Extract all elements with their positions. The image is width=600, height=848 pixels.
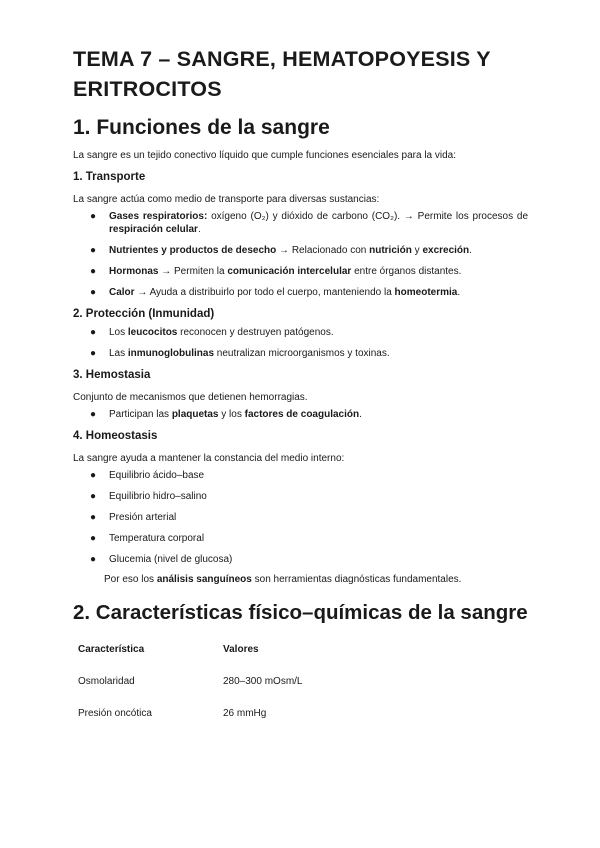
list-item [73, 347, 528, 360]
item-text: neutralizan microorganismos y toxinas. [214, 348, 390, 359]
homeostasis-closing [73, 573, 528, 586]
bold-term: plaquetas [171, 409, 219, 420]
item-text: reconocen y destruyen patógenos. [177, 327, 334, 338]
bold-term: análisis sanguíneos [156, 574, 252, 585]
list-item [73, 532, 528, 545]
table-header-cell: Valores [223, 643, 259, 655]
item-text: Glucemia (nivel de glucosa) [109, 554, 233, 565]
item-text: y los [218, 409, 245, 420]
section-heading-funciones: 1. Funciones de la sangre [73, 116, 330, 139]
hemostasia-list [73, 408, 528, 421]
table-row [73, 674, 303, 688]
item-text: → Ayuda a distribuirlo por todo el cuerpo, manteniendo la [134, 287, 395, 298]
bullet-icon: ● [90, 348, 97, 359]
bullet-icon: ● [90, 470, 97, 481]
list-item [73, 265, 528, 278]
list-item [73, 511, 528, 524]
bold-term: respiración celular [109, 224, 198, 235]
table-header-row [73, 642, 303, 656]
item-text: . [457, 287, 461, 298]
table-cell: 280–300 mOsm/L [223, 675, 303, 687]
proteccion-list [73, 326, 528, 360]
transporte-list [73, 210, 528, 299]
list-item [73, 490, 528, 503]
item-text: Los [109, 327, 128, 338]
item-text: Temperatura corporal [109, 533, 205, 544]
bullet-icon: ● [90, 491, 97, 502]
item-text: entre órganos distantes. [351, 266, 462, 277]
transporte-intro: La sangre actúa como medio de transporte para diversas sustancias: [73, 194, 380, 205]
list-item [73, 286, 528, 299]
subheading-proteccion: 2. Protección (Inmunidad) [73, 308, 215, 320]
bold-term: Hormonas [109, 266, 159, 277]
item-text: Las [109, 348, 128, 359]
bullet-icon: ● [90, 266, 97, 277]
homeostasis-list [73, 469, 528, 566]
item-text: son herramientas diagnósticas fundamentales. [251, 574, 462, 585]
list-item [73, 408, 528, 421]
list-item [73, 553, 528, 566]
bullet-icon: ● [90, 287, 97, 298]
bullet-icon: ● [90, 327, 97, 338]
subheading-hemostasia: 3. Hemostasia [73, 369, 151, 381]
bold-term: leucocitos [127, 327, 178, 338]
bullet-icon: ● [90, 409, 97, 420]
table-row [73, 706, 303, 720]
item-text: → Permiten la [158, 266, 228, 277]
list-item [73, 210, 528, 236]
bold-term: Gases respiratorios: [109, 211, 208, 222]
bold-term: excreción [422, 245, 470, 256]
item-text: → Relacionado con [276, 245, 370, 256]
item-text: . [469, 245, 472, 256]
item-text: Equilibrio hidro–salino [109, 491, 207, 502]
subheading-homeostasis: 4. Homeostasis [73, 430, 158, 442]
homeostasis-intro: La sangre ayuda a mantener la constancia del medio interno: [73, 453, 345, 464]
bullet-icon: ● [90, 245, 97, 256]
bold-term: nutrición [369, 245, 412, 256]
item-text: Presión arterial [109, 512, 177, 523]
characteristics-table [73, 642, 303, 720]
item-text: . [359, 409, 362, 420]
bullet-icon: ● [90, 512, 97, 523]
item-text: y [411, 245, 423, 256]
bold-term: Nutrientes y productos de desecho [109, 245, 277, 256]
table-cell: Osmolaridad [78, 675, 135, 687]
table-cell: Presión oncótica [78, 707, 152, 719]
bold-term: factores de coagulación [244, 409, 360, 420]
item-text: Equilibrio ácido–base [109, 470, 205, 481]
section-intro: La sangre es un tejido conectivo líquido que cumple funciones esenciales para la vida: [73, 150, 457, 161]
subheading-transporte: 1. Transporte [73, 171, 146, 183]
bold-term: homeotermia [394, 287, 458, 298]
section-heading-caracteristicas: 2. Características físico–químicas de la sangre [73, 601, 528, 624]
item-text: . [197, 224, 201, 235]
bold-term: inmunoglobulinas [127, 348, 215, 359]
bold-term: comunicación intercelular [227, 266, 352, 277]
table-cell: 26 mmHg [223, 707, 267, 719]
bullet-icon: ● [90, 533, 97, 544]
item-text: oxígeno (O₂) y dióxido de carbono (CO₂). → Permite los procesos de [207, 211, 529, 222]
document-title: TEMA 7 – SANGRE, HEMATOPOYESIS Y ERITROCITOS [73, 47, 491, 101]
item-text: Por eso los [104, 574, 157, 585]
bold-term: Calor [109, 287, 135, 298]
hemostasia-intro: Conjunto de mecanismos que detienen hemorragias. [73, 392, 308, 403]
bullet-icon: ● [90, 554, 97, 565]
bullet-icon: ● [90, 211, 97, 222]
table-header-cell: Característica [78, 643, 145, 655]
item-text: Participan las [109, 409, 172, 420]
list-item [73, 244, 528, 257]
list-item [73, 469, 528, 482]
list-item [73, 326, 528, 339]
